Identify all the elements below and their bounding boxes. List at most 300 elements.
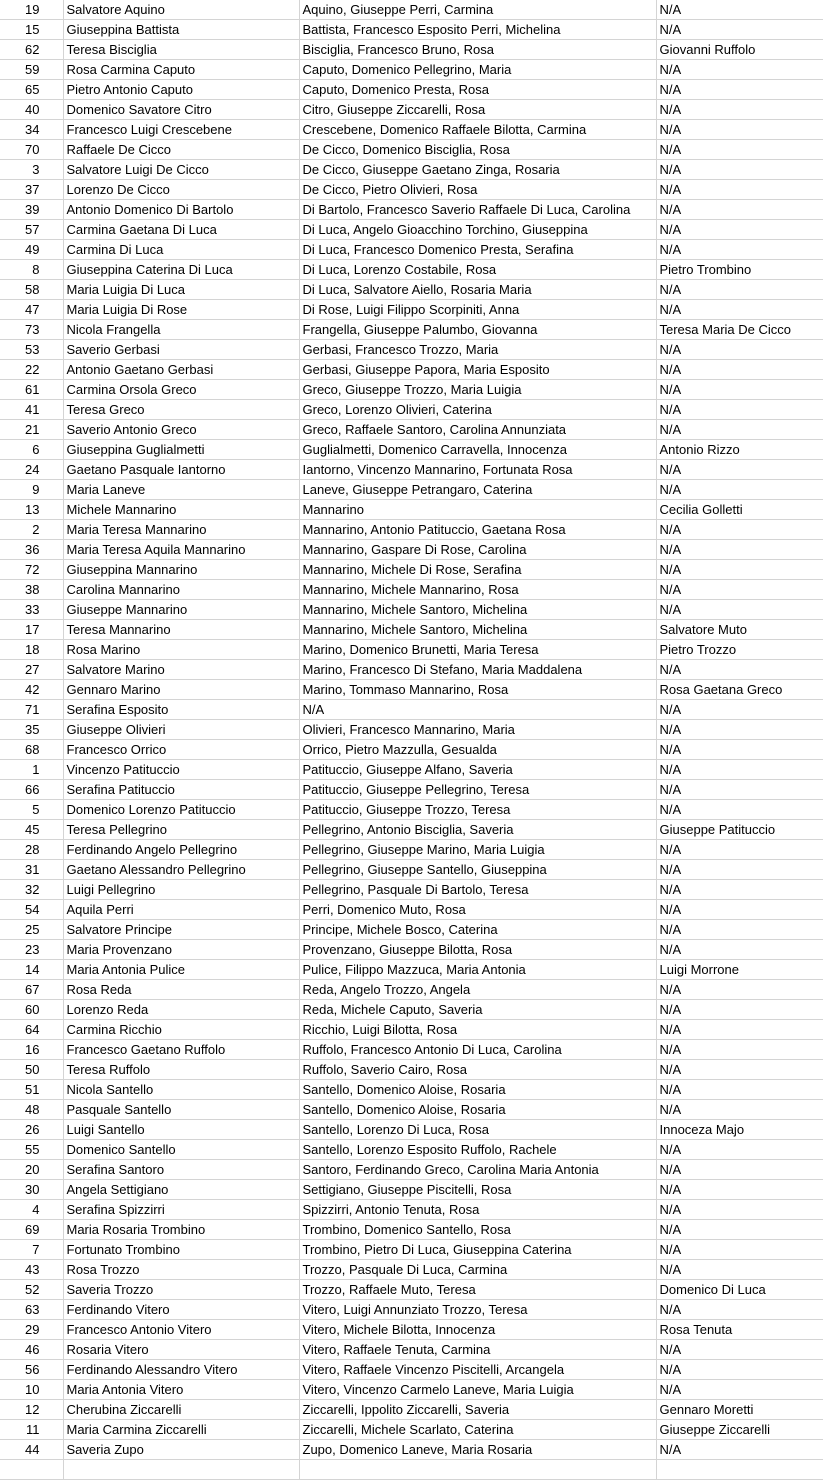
spouse-cell[interactable]: N/A: [656, 520, 823, 540]
parents-cell[interactable]: Patituccio, Giuseppe Trozzo, Teresa: [299, 800, 656, 820]
number-cell[interactable]: 38: [0, 580, 63, 600]
spouse-cell[interactable]: N/A: [656, 140, 823, 160]
name-cell[interactable]: Lorenzo De Cicco: [63, 180, 299, 200]
name-cell[interactable]: Fortunato Trombino: [63, 1240, 299, 1260]
parents-cell[interactable]: Gerbasi, Giuseppe Papora, Maria Esposito: [299, 360, 656, 380]
spouse-cell[interactable]: N/A: [656, 1200, 823, 1220]
number-cell[interactable]: 30: [0, 1180, 63, 1200]
name-cell[interactable]: Maria Luigia Di Rose: [63, 300, 299, 320]
number-cell[interactable]: 28: [0, 840, 63, 860]
number-cell[interactable]: 32: [0, 880, 63, 900]
spouse-cell[interactable]: N/A: [656, 980, 823, 1000]
name-cell[interactable]: Francesco Luigi Crescebene: [63, 120, 299, 140]
number-cell[interactable]: 65: [0, 80, 63, 100]
parents-cell[interactable]: Greco, Lorenzo Olivieri, Caterina: [299, 400, 656, 420]
name-cell[interactable]: Salvatore Aquino: [63, 0, 299, 20]
name-cell[interactable]: Lorenzo Reda: [63, 1000, 299, 1020]
spouse-cell[interactable]: Pietro Trozzo: [656, 640, 823, 660]
number-cell[interactable]: 47: [0, 300, 63, 320]
name-cell[interactable]: Giuseppe Olivieri: [63, 720, 299, 740]
empty-cell[interactable]: [299, 1460, 656, 1480]
parents-cell[interactable]: Mannarino, Michele Santoro, Michelina: [299, 600, 656, 620]
parents-cell[interactable]: Aquino, Giuseppe Perri, Carmina: [299, 0, 656, 20]
spouse-cell[interactable]: N/A: [656, 1240, 823, 1260]
number-cell[interactable]: 12: [0, 1400, 63, 1420]
number-cell[interactable]: 66: [0, 780, 63, 800]
parents-cell[interactable]: Settigiano, Giuseppe Piscitelli, Rosa: [299, 1180, 656, 1200]
name-cell[interactable]: Nicola Santello: [63, 1080, 299, 1100]
name-cell[interactable]: Serafina Spizzirri: [63, 1200, 299, 1220]
parents-cell[interactable]: Citro, Giuseppe Ziccarelli, Rosa: [299, 100, 656, 120]
parents-cell[interactable]: Di Luca, Salvatore Aiello, Rosaria Maria: [299, 280, 656, 300]
name-cell[interactable]: Teresa Mannarino: [63, 620, 299, 640]
parents-cell[interactable]: De Cicco, Pietro Olivieri, Rosa: [299, 180, 656, 200]
parents-cell[interactable]: Marino, Francesco Di Stefano, Maria Maddalena: [299, 660, 656, 680]
number-cell[interactable]: 61: [0, 380, 63, 400]
table-row: [0, 1020, 823, 1040]
number-cell[interactable]: 60: [0, 1000, 63, 1020]
spouse-cell[interactable]: Domenico Di Luca: [656, 1280, 823, 1300]
parents-cell[interactable]: Santello, Lorenzo Di Luca, Rosa: [299, 1120, 656, 1140]
name-cell[interactable]: Saverio Antonio Greco: [63, 420, 299, 440]
spouse-cell[interactable]: Giovanni Ruffolo: [656, 40, 823, 60]
name-cell[interactable]: Ferdinando Angelo Pellegrino: [63, 840, 299, 860]
table-row: [0, 1160, 823, 1180]
parents-cell[interactable]: Vitero, Michele Bilotta, Innocenza: [299, 1320, 656, 1340]
name-cell[interactable]: Saveria Zupo: [63, 1440, 299, 1460]
parents-cell[interactable]: Perri, Domenico Muto, Rosa: [299, 900, 656, 920]
spouse-cell[interactable]: Luigi Morrone: [656, 960, 823, 980]
name-cell[interactable]: Teresa Pellegrino: [63, 820, 299, 840]
spouse-cell[interactable]: N/A: [656, 1440, 823, 1460]
number-cell[interactable]: 44: [0, 1440, 63, 1460]
parents-cell[interactable]: Greco, Raffaele Santoro, Carolina Annunziata: [299, 420, 656, 440]
number-cell[interactable]: 59: [0, 60, 63, 80]
name-cell[interactable]: Maria Luigia Di Luca: [63, 280, 299, 300]
parents-cell[interactable]: Trombino, Domenico Santello, Rosa: [299, 1220, 656, 1240]
spouse-cell[interactable]: N/A: [656, 1040, 823, 1060]
spouse-cell[interactable]: Cecilia Golletti: [656, 500, 823, 520]
spouse-cell[interactable]: Giuseppe Patituccio: [656, 820, 823, 840]
parents-cell[interactable]: Vitero, Luigi Annunziato Trozzo, Teresa: [299, 1300, 656, 1320]
parents-cell[interactable]: Guglialmetti, Domenico Carravella, Innocenza: [299, 440, 656, 460]
spouse-cell[interactable]: Pietro Trombino: [656, 260, 823, 280]
parents-cell[interactable]: Bisciglia, Francesco Bruno, Rosa: [299, 40, 656, 60]
number-cell[interactable]: 53: [0, 340, 63, 360]
spouse-cell[interactable]: N/A: [656, 920, 823, 940]
spouse-cell[interactable]: N/A: [656, 20, 823, 40]
number-cell[interactable]: 46: [0, 1340, 63, 1360]
parents-cell[interactable]: Reda, Michele Caputo, Saveria: [299, 1000, 656, 1020]
parents-cell[interactable]: Di Rose, Luigi Filippo Scorpiniti, Anna: [299, 300, 656, 320]
name-cell[interactable]: Francesco Gaetano Ruffolo: [63, 1040, 299, 1060]
number-cell[interactable]: 43: [0, 1260, 63, 1280]
number-cell[interactable]: 54: [0, 900, 63, 920]
number-cell[interactable]: 22: [0, 360, 63, 380]
name-cell[interactable]: Serafina Esposito: [63, 700, 299, 720]
number-cell[interactable]: 51: [0, 1080, 63, 1100]
name-cell[interactable]: Salvatore Principe: [63, 920, 299, 940]
spouse-cell[interactable]: N/A: [656, 760, 823, 780]
parents-cell[interactable]: Vitero, Raffaele Tenuta, Carmina: [299, 1340, 656, 1360]
number-cell[interactable]: 21: [0, 420, 63, 440]
table-row: [0, 360, 823, 380]
name-cell[interactable]: Ferdinando Vitero: [63, 1300, 299, 1320]
number-cell[interactable]: 40: [0, 100, 63, 120]
name-cell[interactable]: Pietro Antonio Caputo: [63, 80, 299, 100]
number-cell[interactable]: 5: [0, 800, 63, 820]
name-cell[interactable]: Domenico Santello: [63, 1140, 299, 1160]
parents-cell[interactable]: Di Luca, Francesco Domenico Presta, Serafina: [299, 240, 656, 260]
name-cell[interactable]: Ferdinando Alessandro Vitero: [63, 1360, 299, 1380]
parents-cell[interactable]: Spizzirri, Antonio Tenuta, Rosa: [299, 1200, 656, 1220]
name-cell[interactable]: Angela Settigiano: [63, 1180, 299, 1200]
parents-cell[interactable]: Principe, Michele Bosco, Caterina: [299, 920, 656, 940]
number-cell[interactable]: 49: [0, 240, 63, 260]
number-cell[interactable]: 9: [0, 480, 63, 500]
name-cell[interactable]: Raffaele De Cicco: [63, 140, 299, 160]
spouse-cell[interactable]: Rosa Gaetana Greco: [656, 680, 823, 700]
name-cell[interactable]: Gaetano Alessandro Pellegrino: [63, 860, 299, 880]
number-cell[interactable]: 68: [0, 740, 63, 760]
parents-cell[interactable]: Trombino, Pietro Di Luca, Giuseppina Caterina: [299, 1240, 656, 1260]
parents-cell[interactable]: Trozzo, Raffaele Muto, Teresa: [299, 1280, 656, 1300]
number-cell[interactable]: 41: [0, 400, 63, 420]
number-cell[interactable]: 56: [0, 1360, 63, 1380]
number-cell[interactable]: 13: [0, 500, 63, 520]
spouse-cell[interactable]: N/A: [656, 1140, 823, 1160]
number-cell[interactable]: 26: [0, 1120, 63, 1140]
name-cell[interactable]: Gaetano Pasquale Iantorno: [63, 460, 299, 480]
parents-cell[interactable]: Di Luca, Angelo Gioacchino Torchino, Giuseppina: [299, 220, 656, 240]
spouse-cell[interactable]: N/A: [656, 1020, 823, 1040]
number-cell[interactable]: 72: [0, 560, 63, 580]
spouse-cell[interactable]: N/A: [656, 240, 823, 260]
number-cell[interactable]: 63: [0, 1300, 63, 1320]
spouse-cell[interactable]: Innoceza Majo: [656, 1120, 823, 1140]
table-row: [0, 120, 823, 140]
spouse-cell[interactable]: Giuseppe Ziccarelli: [656, 1420, 823, 1440]
number-cell[interactable]: 23: [0, 940, 63, 960]
spouse-cell[interactable]: N/A: [656, 1260, 823, 1280]
name-cell[interactable]: Carmina Gaetana Di Luca: [63, 220, 299, 240]
name-cell[interactable]: Maria Antonia Pulice: [63, 960, 299, 980]
number-cell[interactable]: 69: [0, 1220, 63, 1240]
spouse-cell[interactable]: N/A: [656, 0, 823, 20]
parents-cell[interactable]: Pellegrino, Antonio Bisciglia, Saveria: [299, 820, 656, 840]
name-cell[interactable]: Francesco Antonio Vitero: [63, 1320, 299, 1340]
spouse-cell[interactable]: N/A: [656, 1100, 823, 1120]
parents-cell[interactable]: Greco, Giuseppe Trozzo, Maria Luigia: [299, 380, 656, 400]
parents-cell[interactable]: Ziccarelli, Ippolito Ziccarelli, Saveria: [299, 1400, 656, 1420]
spouse-cell[interactable]: N/A: [656, 360, 823, 380]
name-cell[interactable]: Maria Rosaria Trombino: [63, 1220, 299, 1240]
spouse-cell[interactable]: N/A: [656, 1060, 823, 1080]
parents-cell[interactable]: Orrico, Pietro Mazzulla, Gesualda: [299, 740, 656, 760]
name-cell[interactable]: Maria Carmina Ziccarelli: [63, 1420, 299, 1440]
number-cell[interactable]: 73: [0, 320, 63, 340]
name-cell[interactable]: Carolina Mannarino: [63, 580, 299, 600]
number-cell[interactable]: 1: [0, 760, 63, 780]
spouse-cell[interactable]: N/A: [656, 100, 823, 120]
spouse-cell[interactable]: N/A: [656, 60, 823, 80]
number-cell[interactable]: 36: [0, 540, 63, 560]
name-cell[interactable]: Nicola Frangella: [63, 320, 299, 340]
spouse-cell[interactable]: N/A: [656, 1340, 823, 1360]
parents-cell[interactable]: Marino, Domenico Brunetti, Maria Teresa: [299, 640, 656, 660]
parents-cell[interactable]: Pulice, Filippo Mazzuca, Maria Antonia: [299, 960, 656, 980]
spouse-cell[interactable]: N/A: [656, 1160, 823, 1180]
name-cell[interactable]: Domenico Savatore Citro: [63, 100, 299, 120]
empty-cell[interactable]: [63, 1460, 299, 1480]
name-cell[interactable]: Teresa Greco: [63, 400, 299, 420]
name-cell[interactable]: Antonio Domenico Di Bartolo: [63, 200, 299, 220]
parents-cell[interactable]: Vitero, Vincenzo Carmelo Laneve, Maria Luigia: [299, 1380, 656, 1400]
number-cell[interactable]: 14: [0, 960, 63, 980]
spouse-cell[interactable]: N/A: [656, 540, 823, 560]
parents-cell[interactable]: De Cicco, Giuseppe Gaetano Zinga, Rosaria: [299, 160, 656, 180]
parents-cell[interactable]: Santello, Lorenzo Esposito Ruffolo, Rachele: [299, 1140, 656, 1160]
spouse-cell[interactable]: Teresa Maria De Cicco: [656, 320, 823, 340]
number-cell[interactable]: 19: [0, 0, 63, 20]
name-cell[interactable]: Maria Provenzano: [63, 940, 299, 960]
number-cell[interactable]: 58: [0, 280, 63, 300]
spouse-cell[interactable]: N/A: [656, 300, 823, 320]
spouse-cell[interactable]: N/A: [656, 560, 823, 580]
spouse-cell[interactable]: N/A: [656, 700, 823, 720]
name-cell[interactable]: Carmina Di Luca: [63, 240, 299, 260]
spouse-cell[interactable]: N/A: [656, 740, 823, 760]
number-cell[interactable]: 18: [0, 640, 63, 660]
parents-cell[interactable]: Frangella, Giuseppe Palumbo, Giovanna: [299, 320, 656, 340]
name-cell[interactable]: Michele Mannarino: [63, 500, 299, 520]
number-cell[interactable]: 71: [0, 700, 63, 720]
parents-cell[interactable]: Mannarino, Michele Santoro, Michelina: [299, 620, 656, 640]
spouse-cell[interactable]: N/A: [656, 480, 823, 500]
parents-cell[interactable]: Mannarino, Gaspare Di Rose, Carolina: [299, 540, 656, 560]
number-cell[interactable]: 35: [0, 720, 63, 740]
parents-cell[interactable]: Ricchio, Luigi Bilotta, Rosa: [299, 1020, 656, 1040]
name-cell[interactable]: Carmina Orsola Greco: [63, 380, 299, 400]
number-cell[interactable]: 25: [0, 920, 63, 940]
parents-cell[interactable]: Zupo, Domenico Laneve, Maria Rosaria: [299, 1440, 656, 1460]
parents-cell[interactable]: Pellegrino, Giuseppe Marino, Maria Luigia: [299, 840, 656, 860]
name-cell[interactable]: Serafina Santoro: [63, 1160, 299, 1180]
spouse-cell[interactable]: N/A: [656, 600, 823, 620]
parents-cell[interactable]: Trozzo, Pasquale Di Luca, Carmina: [299, 1260, 656, 1280]
spouse-cell[interactable]: N/A: [656, 780, 823, 800]
name-cell[interactable]: Francesco Orrico: [63, 740, 299, 760]
number-cell[interactable]: 10: [0, 1380, 63, 1400]
number-cell[interactable]: 11: [0, 1420, 63, 1440]
number-cell[interactable]: 57: [0, 220, 63, 240]
spouse-cell[interactable]: N/A: [656, 720, 823, 740]
spouse-cell[interactable]: N/A: [656, 1000, 823, 1020]
spouse-cell[interactable]: N/A: [656, 160, 823, 180]
spouse-cell[interactable]: N/A: [656, 1220, 823, 1240]
spouse-cell[interactable]: N/A: [656, 840, 823, 860]
spouse-cell[interactable]: N/A: [656, 940, 823, 960]
number-cell[interactable]: 7: [0, 1240, 63, 1260]
number-cell[interactable]: 64: [0, 1020, 63, 1040]
spouse-cell[interactable]: N/A: [656, 800, 823, 820]
name-cell[interactable]: Giuseppe Mannarino: [63, 600, 299, 620]
name-cell[interactable]: Giuseppina Guglialmetti: [63, 440, 299, 460]
name-cell[interactable]: Giuseppina Caterina Di Luca: [63, 260, 299, 280]
name-cell[interactable]: Serafina Patituccio: [63, 780, 299, 800]
name-cell[interactable]: Salvatore Luigi De Cicco: [63, 160, 299, 180]
name-cell[interactable]: Rosa Carmina Caputo: [63, 60, 299, 80]
name-cell[interactable]: Maria Laneve: [63, 480, 299, 500]
empty-cell[interactable]: [0, 1460, 63, 1480]
name-cell[interactable]: Luigi Santello: [63, 1120, 299, 1140]
number-cell[interactable]: 34: [0, 120, 63, 140]
parents-cell[interactable]: Pellegrino, Giuseppe Santello, Giuseppina: [299, 860, 656, 880]
spouse-cell[interactable]: N/A: [656, 1360, 823, 1380]
spouse-cell[interactable]: N/A: [656, 180, 823, 200]
parents-cell[interactable]: Mannarino, Michele Mannarino, Rosa: [299, 580, 656, 600]
name-cell[interactable]: Teresa Ruffolo: [63, 1060, 299, 1080]
parents-cell[interactable]: Laneve, Giuseppe Petrangaro, Caterina: [299, 480, 656, 500]
name-cell[interactable]: Aquila Perri: [63, 900, 299, 920]
parents-cell[interactable]: Ruffolo, Francesco Antonio Di Luca, Carolina: [299, 1040, 656, 1060]
number-cell[interactable]: 24: [0, 460, 63, 480]
number-cell[interactable]: 2: [0, 520, 63, 540]
spouse-cell[interactable]: N/A: [656, 860, 823, 880]
number-cell[interactable]: 16: [0, 1040, 63, 1060]
spouse-cell[interactable]: Antonio Rizzo: [656, 440, 823, 460]
number-cell[interactable]: 8: [0, 260, 63, 280]
spouse-cell[interactable]: N/A: [656, 900, 823, 920]
number-cell[interactable]: 70: [0, 140, 63, 160]
number-cell[interactable]: 50: [0, 1060, 63, 1080]
parents-cell[interactable]: Ruffolo, Saverio Cairo, Rosa: [299, 1060, 656, 1080]
spouse-cell[interactable]: N/A: [656, 580, 823, 600]
parents-cell[interactable]: Reda, Angelo Trozzo, Angela: [299, 980, 656, 1000]
parents-cell[interactable]: Santoro, Ferdinando Greco, Carolina Maria Antonia: [299, 1160, 656, 1180]
parents-cell[interactable]: Caputo, Domenico Pellegrino, Maria: [299, 60, 656, 80]
spouse-cell[interactable]: N/A: [656, 80, 823, 100]
spouse-cell[interactable]: N/A: [656, 380, 823, 400]
number-cell[interactable]: 42: [0, 680, 63, 700]
name-cell[interactable]: Rosa Reda: [63, 980, 299, 1000]
parents-cell[interactable]: Santello, Domenico Aloise, Rosaria: [299, 1100, 656, 1120]
name-cell[interactable]: Cherubina Ziccarelli: [63, 1400, 299, 1420]
number-cell[interactable]: 29: [0, 1320, 63, 1340]
parents-cell[interactable]: N/A: [299, 700, 656, 720]
name-cell[interactable]: Rosa Trozzo: [63, 1260, 299, 1280]
parents-cell[interactable]: Vitero, Raffaele Vincenzo Piscitelli, Arcangela: [299, 1360, 656, 1380]
parents-cell[interactable]: Mannarino: [299, 500, 656, 520]
spouse-cell[interactable]: N/A: [656, 420, 823, 440]
empty-cell[interactable]: [656, 1460, 823, 1480]
spouse-cell[interactable]: N/A: [656, 220, 823, 240]
name-cell[interactable]: Giuseppina Mannarino: [63, 560, 299, 580]
spouse-cell[interactable]: Salvatore Muto: [656, 620, 823, 640]
number-cell[interactable]: 3: [0, 160, 63, 180]
parents-cell[interactable]: Patituccio, Giuseppe Alfano, Saveria: [299, 760, 656, 780]
parents-cell[interactable]: Marino, Tommaso Mannarino, Rosa: [299, 680, 656, 700]
spouse-cell[interactable]: N/A: [656, 200, 823, 220]
number-cell[interactable]: 4: [0, 1200, 63, 1220]
number-cell[interactable]: 33: [0, 600, 63, 620]
name-cell[interactable]: Vincenzo Patituccio: [63, 760, 299, 780]
name-cell[interactable]: Teresa Bisciglia: [63, 40, 299, 60]
name-cell[interactable]: Saverio Gerbasi: [63, 340, 299, 360]
parents-cell[interactable]: Di Luca, Lorenzo Costabile, Rosa: [299, 260, 656, 280]
parents-cell[interactable]: Olivieri, Francesco Mannarino, Maria: [299, 720, 656, 740]
name-cell[interactable]: Carmina Ricchio: [63, 1020, 299, 1040]
spouse-cell[interactable]: N/A: [656, 1380, 823, 1400]
parents-cell[interactable]: Patituccio, Giuseppe Pellegrino, Teresa: [299, 780, 656, 800]
spouse-cell[interactable]: N/A: [656, 1180, 823, 1200]
name-cell[interactable]: Maria Teresa Mannarino: [63, 520, 299, 540]
parents-cell[interactable]: Caputo, Domenico Presta, Rosa: [299, 80, 656, 100]
number-cell[interactable]: 48: [0, 1100, 63, 1120]
parents-cell[interactable]: Iantorno, Vincenzo Mannarino, Fortunata Rosa: [299, 460, 656, 480]
number-cell[interactable]: 6: [0, 440, 63, 460]
number-cell[interactable]: 62: [0, 40, 63, 60]
number-cell[interactable]: 31: [0, 860, 63, 880]
parents-cell[interactable]: Battista, Francesco Esposito Perri, Michelina: [299, 20, 656, 40]
name-cell[interactable]: Giuseppina Battista: [63, 20, 299, 40]
number-cell[interactable]: 45: [0, 820, 63, 840]
spouse-cell[interactable]: N/A: [656, 280, 823, 300]
parents-cell[interactable]: De Cicco, Domenico Bisciglia, Rosa: [299, 140, 656, 160]
name-cell[interactable]: Maria Teresa Aquila Mannarino: [63, 540, 299, 560]
name-cell[interactable]: Luigi Pellegrino: [63, 880, 299, 900]
spouse-cell[interactable]: N/A: [656, 120, 823, 140]
number-cell[interactable]: 37: [0, 180, 63, 200]
number-cell[interactable]: 52: [0, 1280, 63, 1300]
name-cell[interactable]: Maria Antonia Vitero: [63, 1380, 299, 1400]
spouse-cell[interactable]: N/A: [656, 880, 823, 900]
name-cell[interactable]: Rosa Marino: [63, 640, 299, 660]
spouse-cell[interactable]: N/A: [656, 660, 823, 680]
number-cell[interactable]: 67: [0, 980, 63, 1000]
number-cell[interactable]: 20: [0, 1160, 63, 1180]
name-cell[interactable]: Domenico Lorenzo Patituccio: [63, 800, 299, 820]
name-cell[interactable]: Gennaro Marino: [63, 680, 299, 700]
parents-cell[interactable]: Provenzano, Giuseppe Bilotta, Rosa: [299, 940, 656, 960]
parents-cell[interactable]: Gerbasi, Francesco Trozzo, Maria: [299, 340, 656, 360]
name-cell[interactable]: Pasquale Santello: [63, 1100, 299, 1120]
parents-cell[interactable]: Di Bartolo, Francesco Saverio Raffaele Di Luca, Carolina: [299, 200, 656, 220]
spouse-cell[interactable]: Rosa Tenuta: [656, 1320, 823, 1340]
spouse-cell[interactable]: N/A: [656, 400, 823, 420]
parents-cell[interactable]: Pellegrino, Pasquale Di Bartolo, Teresa: [299, 880, 656, 900]
name-cell[interactable]: Salvatore Marino: [63, 660, 299, 680]
name-cell[interactable]: Antonio Gaetano Gerbasi: [63, 360, 299, 380]
number-cell[interactable]: 27: [0, 660, 63, 680]
number-cell[interactable]: 15: [0, 20, 63, 40]
spouse-cell[interactable]: N/A: [656, 460, 823, 480]
spouse-cell[interactable]: N/A: [656, 340, 823, 360]
spouse-cell[interactable]: Gennaro Moretti: [656, 1400, 823, 1420]
spouse-cell[interactable]: N/A: [656, 1300, 823, 1320]
parents-cell[interactable]: Santello, Domenico Aloise, Rosaria: [299, 1080, 656, 1100]
name-cell[interactable]: Saveria Trozzo: [63, 1280, 299, 1300]
spouse-cell[interactable]: N/A: [656, 1080, 823, 1100]
parents-cell[interactable]: Mannarino, Antonio Patituccio, Gaetana Rosa: [299, 520, 656, 540]
parents-cell[interactable]: Ziccarelli, Michele Scarlato, Caterina: [299, 1420, 656, 1440]
parents-cell[interactable]: Mannarino, Michele Di Rose, Serafina: [299, 560, 656, 580]
number-cell[interactable]: 39: [0, 200, 63, 220]
name-cell[interactable]: Rosaria Vitero: [63, 1340, 299, 1360]
number-cell[interactable]: 17: [0, 620, 63, 640]
parents-cell[interactable]: Crescebene, Domenico Raffaele Bilotta, Carmina: [299, 120, 656, 140]
number-cell[interactable]: 55: [0, 1140, 63, 1160]
